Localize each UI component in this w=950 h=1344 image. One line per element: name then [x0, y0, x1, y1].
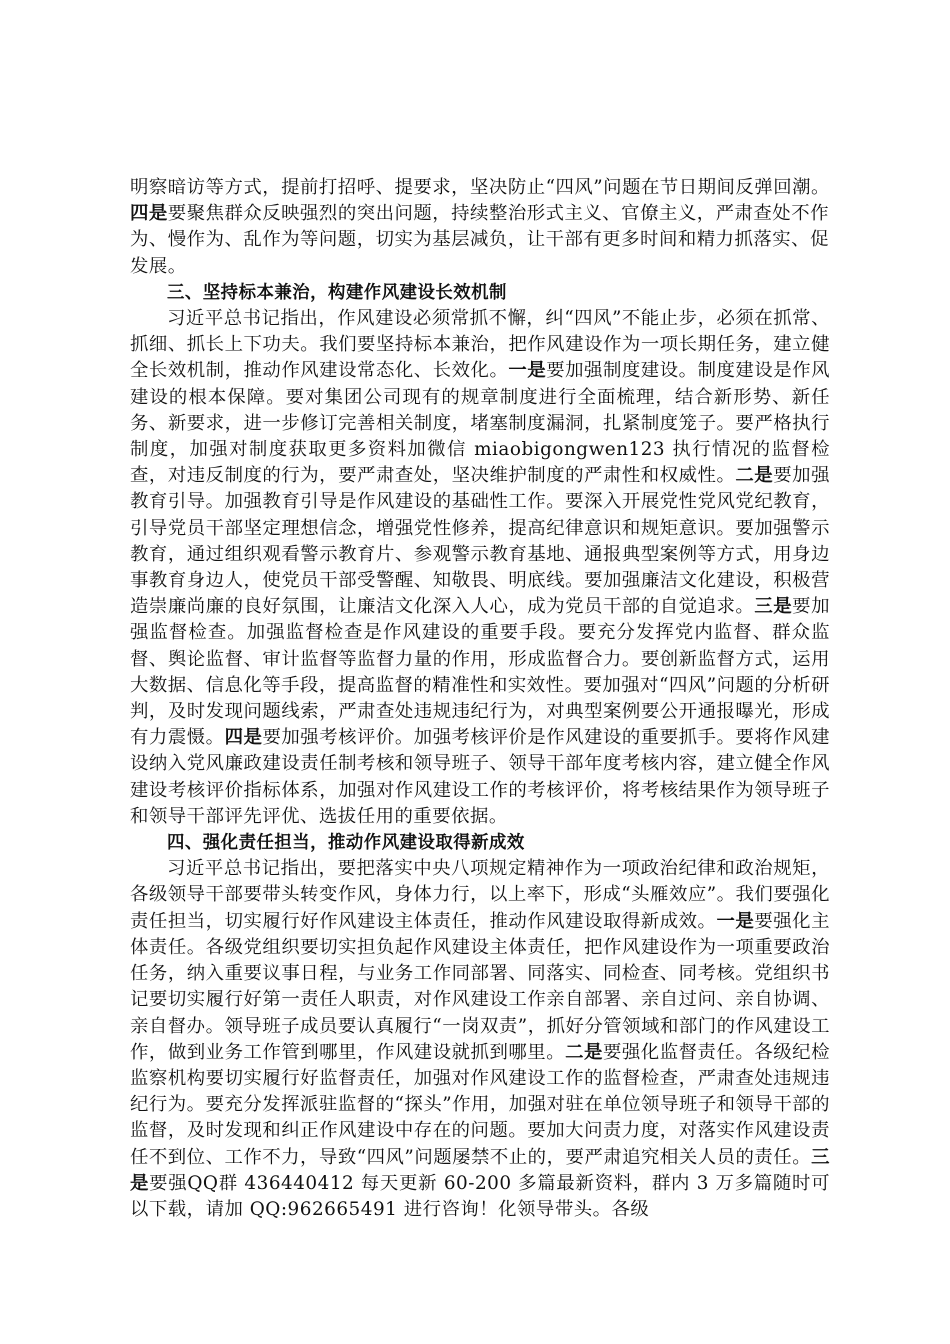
- paragraph-text: 要强化主体责任。各级党组织要切实担负起作风建设主体责任，把作风建设作为一项重要政治任务，纳入重要议事日程，与业务工作同部署、同落实、同检查、同考核。党组织书记要切实履行好第一责任人职责，对作风建设工作亲自部署、亲自过问、亲自协调、亲自督办。领导班子成员要认真履行“一岗双责”，抓好分管领域和部门的作风建设工作，做到业务工作管到哪里，作风建设就抓到哪里。: [130, 910, 830, 1063]
- paragraph-section-3: [130, 306, 830, 830]
- bold-marker: 一是: [716, 910, 755, 932]
- paragraph-text: 要加强监督检查。加强监督检查是作风建设的重要手段。要充分发挥党内监督、群众监督、舆论监督、审计监督等监督力量的作用，形成监督合力。要创新监督方式，运用大数据、信息化等手段，提高监督的精准性和实效性。要加强对“四风”问题的分析研判，及时发现问题线索，严肃查处违规违纪行为，对典型案例要公开通报曝光，形成有力震慑。: [130, 596, 830, 749]
- bold-marker: 二是: [735, 465, 774, 487]
- section-heading-3: 三、坚持标本兼治，构建作风建设长效机制: [167, 282, 507, 303]
- paragraph-text: 要强QQ群 436440412 每天更新 60-200 多篇最新资料，群内 3 万多篇随时可以下载，请加 QQ:962665491 进行咨询！化领导带头。各级: [130, 1172, 830, 1220]
- document-page: [130, 175, 830, 1223]
- section-heading-4: 四、强化责任担当，推动作风建设取得新成效: [167, 833, 525, 854]
- bold-marker: 二是: [565, 1041, 603, 1063]
- bold-marker: 三是: [130, 1146, 830, 1194]
- paragraph-text: 要强化监督责任。各级纪检监察机构要切实履行好监督责任，加强对作风建设工作的监督检查，严肃查处违规违纪行为。要充分发挥派驻监督的“探头”作用，加强对驻在单位领导班子和领导干部的监督，及时发现和纠正作风建设中存在的问题。要加大问责力度，对落实作风建设责任不到位、工作不力，导致“四风”问题屡禁不止的，要严肃追究相关人员的责任。: [130, 1041, 830, 1168]
- bold-marker: 三是: [754, 596, 793, 618]
- paragraph-section-4: [130, 856, 830, 1223]
- bold-marker: 一是: [508, 360, 547, 382]
- bold-marker: 四是: [224, 727, 263, 749]
- paragraph-text: 要加强制度建设。制度建设是作风建设的根本保障。要对集团公司现有的规章制度进行全面梳理，结合新形势、新任务、新要求，进一步修订完善相关制度，堵塞制度漏洞，扎紧制度笼子。要严格执行制度，加强对制度获取更多资料加微信 miaobigongwen123 执行情况的监督检查，对违反制度的行为，要严肃查处，坚决维护制度的严肃性和权威性。: [130, 360, 830, 487]
- paragraph-text: 要加强考核评价。加强考核评价是作风建设的重要抓手。要将作风建设纳入党风廉政建设责任制考核和领导班子、领导干部年度考核内容，建立健全作风建设考核评价指标体系，加强对作风建设工作的考核评价，将考核结果作为领导班子和领导干部评先评优、选拔任用的重要依据。: [130, 727, 830, 827]
- paragraph-text: 要聚焦群众反映强烈的突出问题，持续整治形式主义、官僚主义，严肃查处不作为、慢作为、乱作为等问题，切实为基层减负，让干部有更多时间和精力抓落实、促发展。: [130, 203, 829, 277]
- paragraph-text: 要加强教育引导。加强教育引导是作风建设的基础性工作。要深入开展党性党风党纪教育，引导党员干部坚定理想信念，增强党性修养，提高纪律意识和规矩意识。要加强警示教育，通过组织观看警示教育片、参观警示教育基地、通报典型案例等方式，用身边事教育身边人，使党员干部受警醒、知敬畏、明底线。要加强廉洁文化建设，积极营造崇廉尚廉的良好氛围，让廉洁文化深入人心，成为党员干部的自觉追求。: [130, 465, 830, 618]
- paragraph-text: 习近平总书记指出，要把落实中央八项规定精神作为一项政治纪律和政治规矩，各级领导干部要带头转变作风，身体力行，以上率下，形成“头雁效应”。我们要强化责任担当，切实履行好作风建设主体责任，推动作风建设取得新成效。: [130, 858, 830, 932]
- paragraph-text: 明察暗访等方式，提前打招呼、提要求，坚决防止“四风”问题在节日期间反弹回潮。: [130, 177, 830, 198]
- bold-marker: 四是: [130, 203, 168, 225]
- paragraph-continuation: [130, 175, 830, 280]
- paragraph-text: 习近平总书记指出，作风建设必须常抓不懈，纠“四风”不能止步，必须在抓常、抓细、抓长上下功夫。我们要坚持标本兼治，把作风建设作为一项长期任务，建立健全长效机制，推动作风建设常态化、长效化。: [130, 308, 830, 382]
